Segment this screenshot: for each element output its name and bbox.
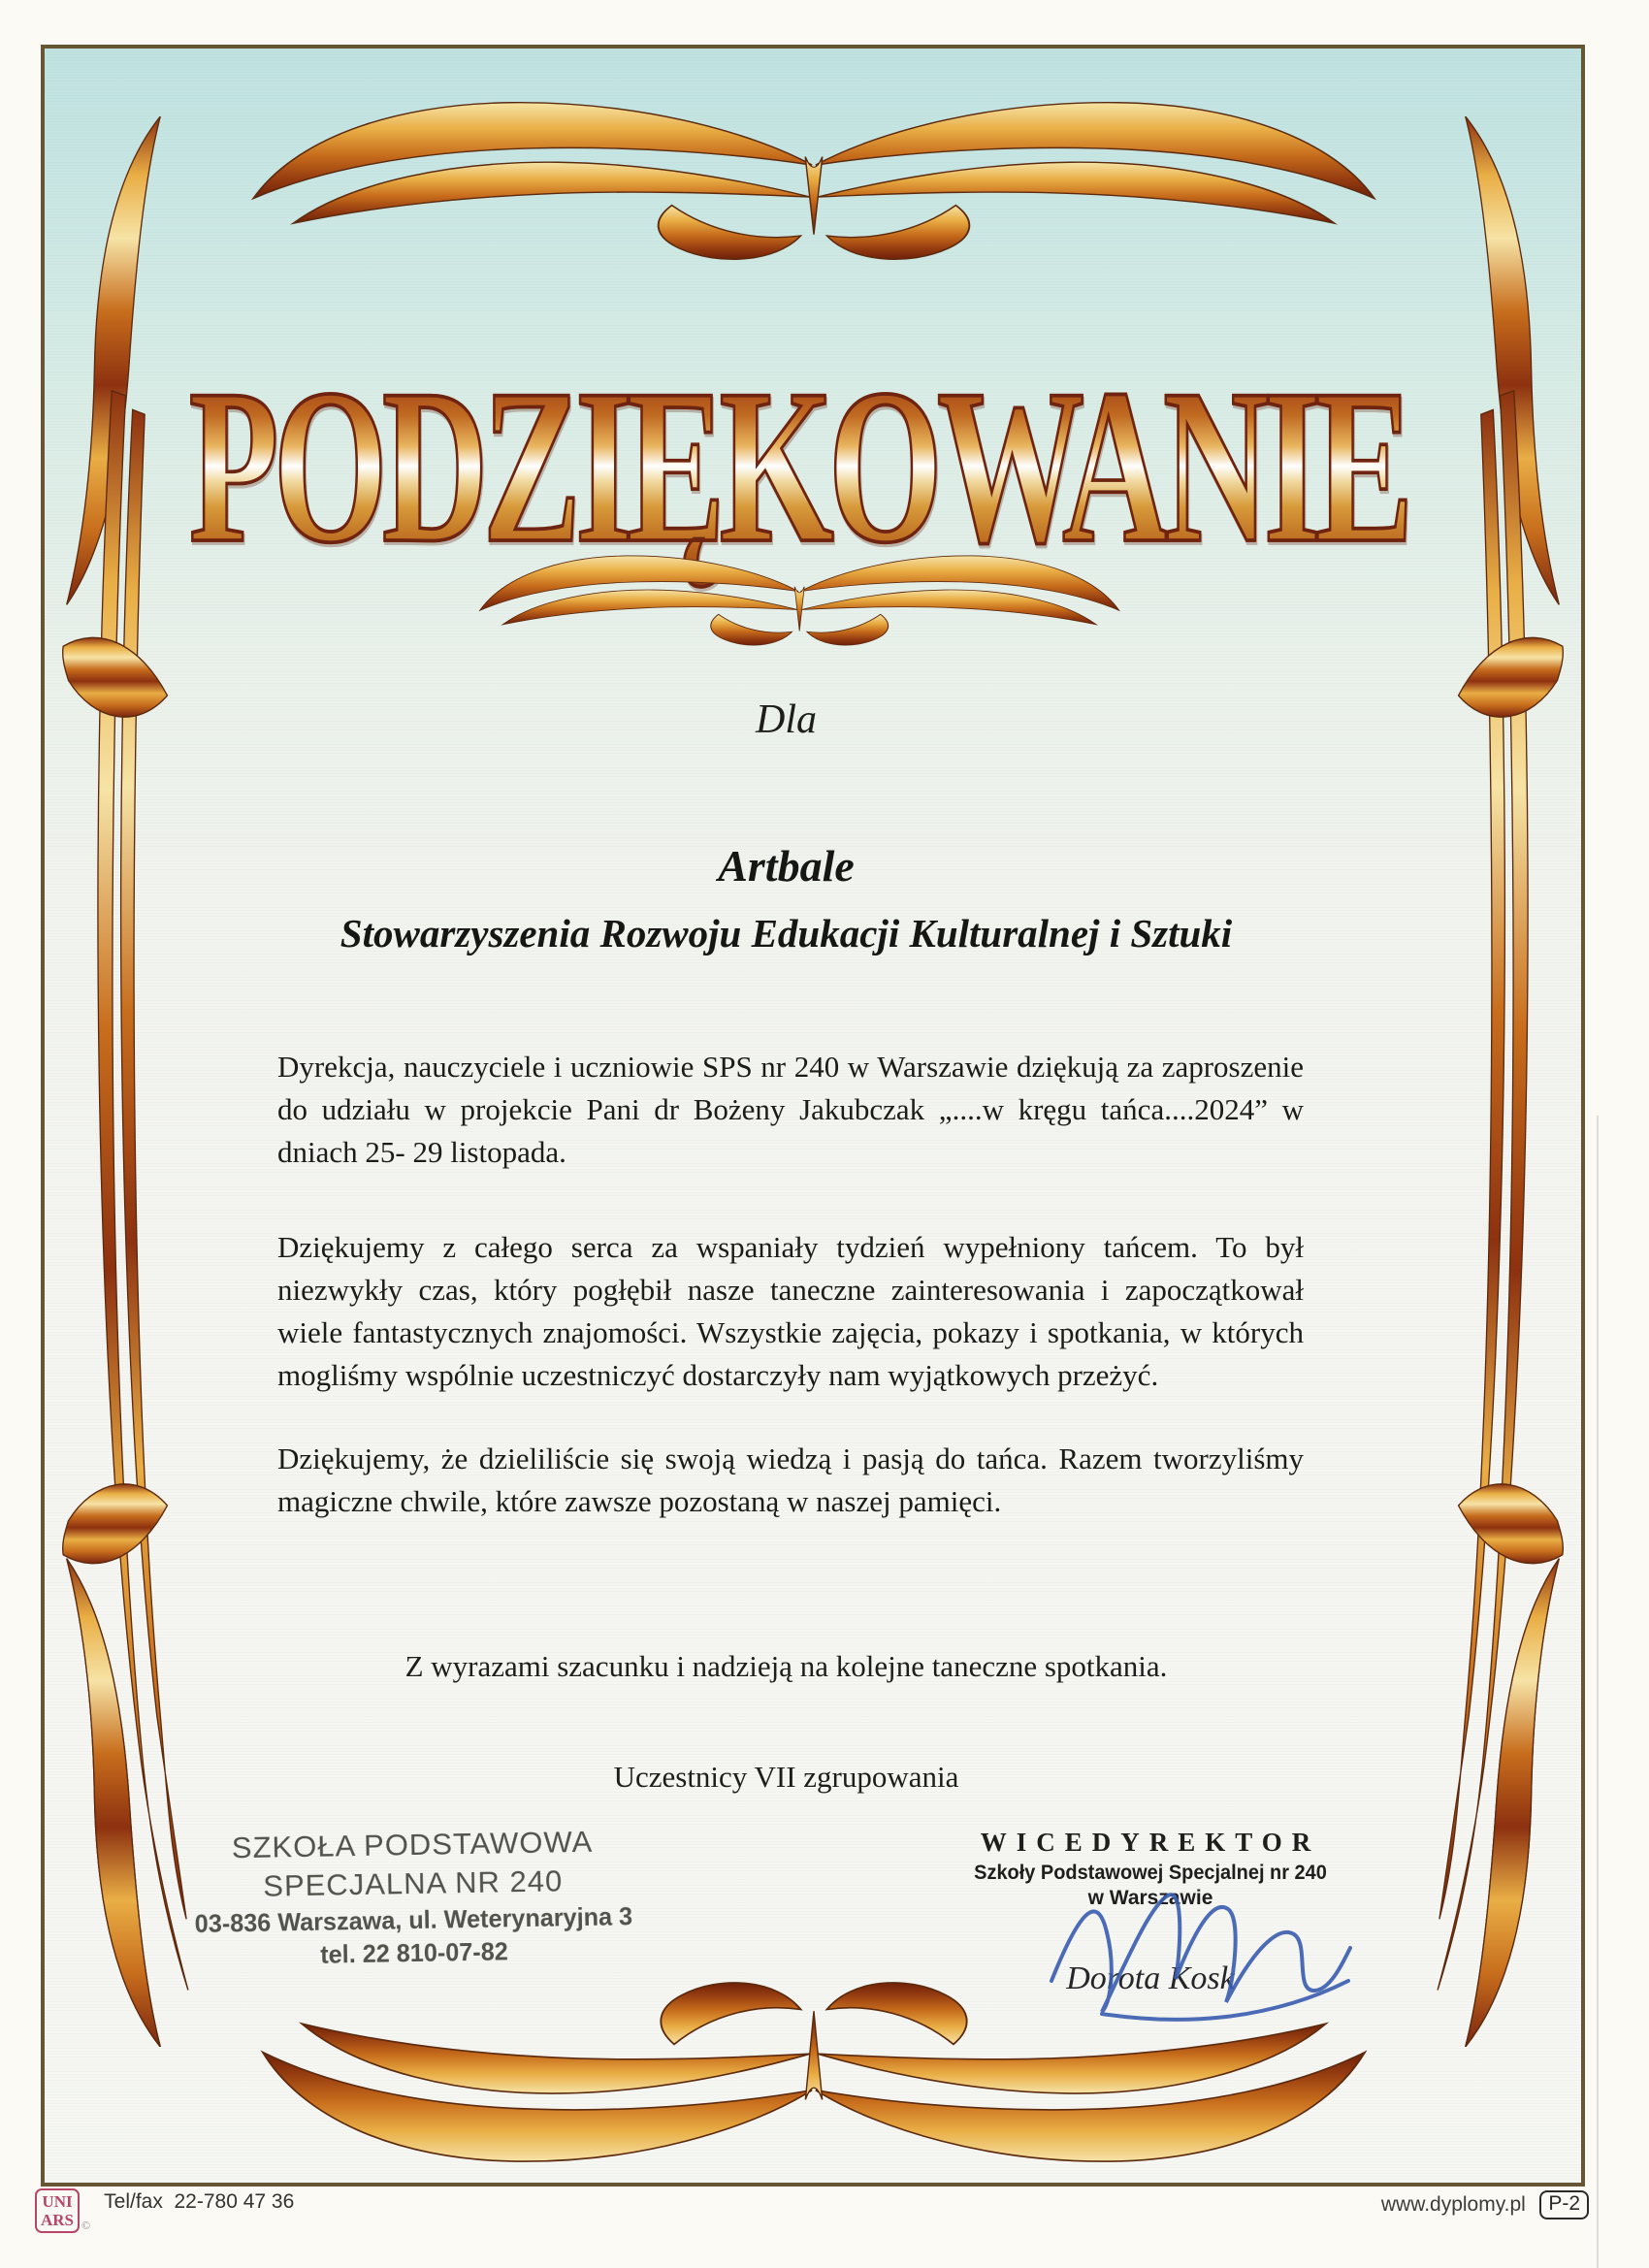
- certificate-title: PODZIĘKOWANIE: [45, 340, 1552, 593]
- certificate-sheet: [41, 45, 1585, 2187]
- printer-website: www.dyplomy.pl: [1380, 2193, 1526, 2216]
- signatory-role: WICEDYREKTOR: [980, 1828, 1321, 1857]
- school-stamp-line: SZKOŁA PODSTAWOWA: [231, 1824, 594, 1865]
- salutation: Dla: [756, 697, 817, 742]
- signed-by-line: Uczestnicy VII zgrupowania: [613, 1760, 959, 1794]
- signatory-organization: Szkoły Podstawowej Specjalnej nr 240: [974, 1862, 1327, 1884]
- template-code-badge: P-2: [1539, 2190, 1589, 2219]
- uniars-logo: [35, 2188, 80, 2233]
- flourish-under-title-icon: [465, 547, 1134, 650]
- uniars-logo-bottom: ARS: [41, 2211, 75, 2229]
- uniars-logo-top: UNI: [42, 2192, 73, 2211]
- flourish-bottom-ornament-icon: [237, 1973, 1391, 2179]
- recipient-name: Artbale: [718, 841, 855, 891]
- signatory-name: Dorota Kosk: [1066, 1960, 1235, 1996]
- body-paragraph: Dyrekcja, nauczyciele i uczniowie SPS nr 240 w Warszawie dziękują za zaproszenie do udziału w projekcie Pani dr Bożeny Jakubczak „....w kręgu tańca....2024” w dniach 25- 29 listopada.: [277, 1050, 1304, 1169]
- school-stamp: [170, 1822, 658, 1974]
- recipient-organization: Stowarzyszenia Rozwoju Edukacji Kulturalnej i Sztuki: [340, 911, 1233, 956]
- printer-telfax: Tel/fax 22-780 47 36: [104, 2190, 295, 2213]
- flourish-top-ornament-icon: [227, 87, 1401, 268]
- printer-footer-right: [1381, 2190, 1589, 2219]
- body-paragraph: Dziękujemy, że dzieliliście się swoją wiedzą i pasją do tańca. Razem tworzyliśmy magiczne chwile, które zawsze pozostaną w naszej pamięci.: [277, 1442, 1304, 1518]
- printer-footer-left: [35, 2188, 294, 2247]
- school-stamp-line: SPECJALNA NR 240: [262, 1863, 564, 1903]
- signatory-city: w Warszawie: [1087, 1887, 1213, 1909]
- body-paragraph: Dziękujemy z całego serca za wspaniały tydzień wypełniony tańcem. To był niezwykły czas, który pogłębił nasze taneczne zainteresowania i zapoczątkował wiele fantastycznych znajomości. Wszystkie zajęcia, pokazy i spotkania, w których mogliśmy wspólnie uczestniczyć dostarczyły nam wyjątkowych przeżyć.: [277, 1230, 1304, 1392]
- closing-line: Z wyrazami szacunku i nadzieją na kolejne taneczne spotkania.: [404, 1649, 1168, 1683]
- signature-block: [918, 1828, 1383, 1997]
- school-stamp-line: 03-836 Warszawa, ul. Weterynaryjna 3: [194, 1901, 633, 1938]
- school-stamp-line: tel. 22 810-07-82: [320, 1936, 508, 1969]
- scan-edge-artifact: [1597, 1116, 1599, 2268]
- copyright-mark: ©: [81, 2219, 91, 2232]
